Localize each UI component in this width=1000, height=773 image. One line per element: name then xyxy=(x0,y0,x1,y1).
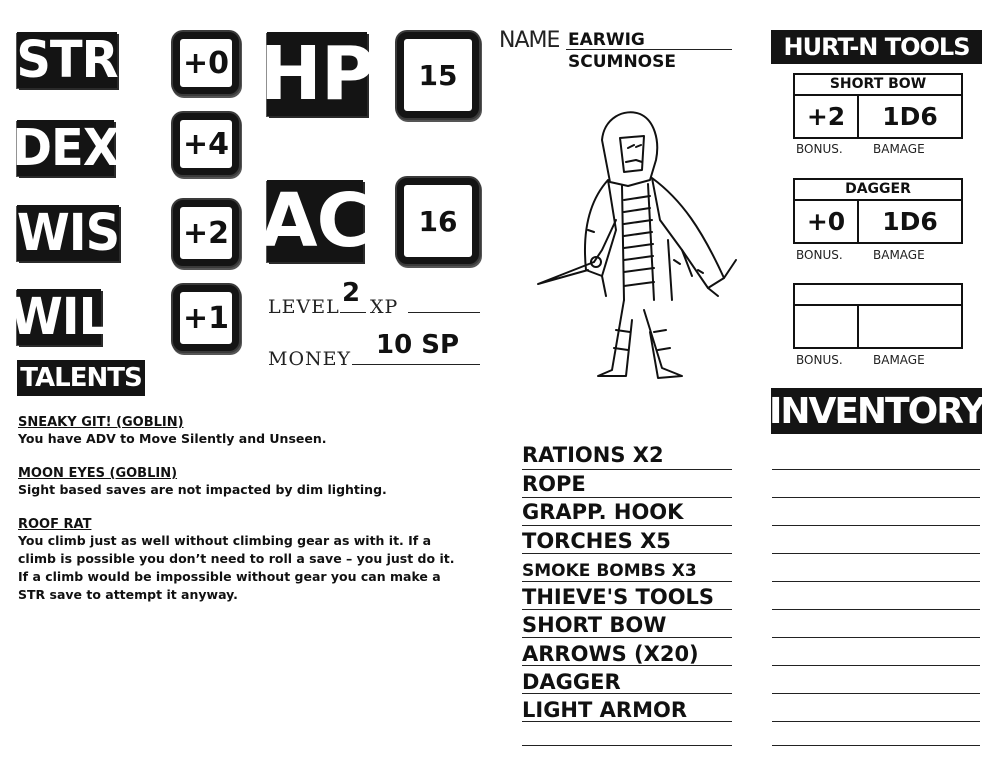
damage-label: BAMAGE xyxy=(873,353,925,367)
level-value[interactable]: 2 xyxy=(342,278,361,308)
weapon-name[interactable] xyxy=(795,285,961,306)
tools-heading: HURT-N TOOLS xyxy=(771,30,982,64)
inventory-item[interactable]: DAGGER xyxy=(522,670,621,694)
damage-label: BAMAGE xyxy=(873,142,925,156)
money-line xyxy=(352,364,480,365)
inventory-item[interactable]: GRAPP. HOOK xyxy=(522,500,684,524)
ac-label: AC xyxy=(260,178,370,264)
name-first[interactable]: EARWIG xyxy=(568,30,645,50)
level-label: LEVEL xyxy=(268,296,340,318)
weapon-damage[interactable]: 1D6 xyxy=(882,102,938,131)
stat-mod-wis[interactable]: +2 xyxy=(173,200,239,266)
stat-label-wil: WIL xyxy=(9,287,109,347)
weapon-card-dagger[interactable] xyxy=(793,178,963,244)
talent-desc: You have ADV to Move Silently and Unseen. xyxy=(18,431,327,446)
inventory-line xyxy=(522,665,732,666)
inventory-line xyxy=(522,721,732,722)
money-value[interactable]: 10 SP xyxy=(376,330,460,360)
inventory-item[interactable]: RATIONS X2 xyxy=(522,443,664,467)
inventory-item[interactable]: TORCHES X5 xyxy=(522,529,671,553)
inventory-item[interactable]: ROPE xyxy=(522,472,586,496)
name-label: NAME xyxy=(499,28,560,53)
stat-mod-str[interactable]: +0 xyxy=(173,32,239,94)
inventory-line xyxy=(522,609,732,610)
name-last[interactable]: SCUMNOSE xyxy=(568,52,676,72)
talents-heading: TALENTS xyxy=(17,360,145,396)
inventory-line xyxy=(522,693,732,694)
talent-desc: You climb just as well without climbing gear as with it. If a climb is possible you don’t need to roll a save – you just do it. If a climb would be impossible without gear you can make a STR save to attempt it anyway. xyxy=(18,533,455,602)
xp-label: XP xyxy=(370,296,399,318)
money-label: MONEY xyxy=(268,348,352,370)
talent-item xyxy=(18,466,468,499)
inventory-slot-line[interactable] xyxy=(772,637,980,638)
weapon-card-empty[interactable] xyxy=(793,283,963,349)
inventory-slot-line[interactable] xyxy=(772,553,980,554)
level-line xyxy=(340,312,366,313)
stat-label-dex: DEX xyxy=(12,118,119,178)
inventory-item[interactable]: ARROWS (X20) xyxy=(522,642,699,666)
weapon-bonus[interactable]: +0 xyxy=(795,201,859,242)
inventory-item[interactable]: SHORT BOW xyxy=(522,613,667,637)
character-illustration xyxy=(532,100,747,385)
talents-list xyxy=(18,415,468,604)
bonus-label: BONUS. xyxy=(796,353,843,367)
inventory-line xyxy=(522,637,732,638)
inventory-line xyxy=(522,497,732,498)
weapon-name: SHORT BOW xyxy=(795,75,961,96)
name-line xyxy=(566,49,732,50)
inventory-line xyxy=(522,525,732,526)
weapon-name: DAGGER xyxy=(795,180,961,201)
talent-item xyxy=(18,517,468,604)
bonus-label: BONUS. xyxy=(796,248,843,262)
weapon-damage[interactable]: 1D6 xyxy=(882,207,938,236)
xp-line[interactable] xyxy=(408,312,480,313)
bonus-label: BONUS. xyxy=(796,142,843,156)
inventory-slot-line[interactable] xyxy=(772,581,980,582)
inventory-slot-line[interactable] xyxy=(772,609,980,610)
inventory-slot-line[interactable] xyxy=(772,525,980,526)
hp-value[interactable]: 15 xyxy=(397,32,479,118)
inventory-slot-line[interactable] xyxy=(772,469,980,470)
inventory-slot-line[interactable] xyxy=(772,745,980,746)
stat-mod-wil[interactable]: +1 xyxy=(173,285,239,351)
weapon-damage[interactable] xyxy=(859,306,961,347)
inventory-line[interactable] xyxy=(522,745,732,746)
weapon-bonus[interactable]: +2 xyxy=(795,96,859,137)
inventory-slot-line[interactable] xyxy=(772,497,980,498)
inventory-line xyxy=(522,469,732,470)
talent-name: MOON EYES (GOBLIN) xyxy=(18,466,178,481)
inventory-item[interactable]: SMOKE BOMBS X3 xyxy=(522,561,697,581)
inventory-slot-line[interactable] xyxy=(772,693,980,694)
weapon-card-short-bow[interactable] xyxy=(793,73,963,139)
inventory-heading: INVENTORY xyxy=(771,388,982,434)
inventory-slot-line[interactable] xyxy=(772,721,980,722)
talent-name: SNEAKY GIT! (GOBLIN) xyxy=(18,415,184,430)
inventory-item[interactable]: LIGHT ARMOR xyxy=(522,698,687,722)
ac-value[interactable]: 16 xyxy=(397,178,479,264)
hp-label: HP xyxy=(259,31,375,117)
talent-desc: Sight based saves are not impacted by dim lighting. xyxy=(18,482,387,497)
talent-name: ROOF RAT xyxy=(18,517,92,532)
damage-label: BAMAGE xyxy=(873,248,925,262)
inventory-item[interactable]: THIEVE'S TOOLS xyxy=(522,585,715,609)
talent-item xyxy=(18,415,468,448)
inventory-slot-line[interactable] xyxy=(772,665,980,666)
weapon-bonus[interactable] xyxy=(795,306,859,347)
stat-mod-dex[interactable]: +4 xyxy=(173,113,239,175)
inventory-line xyxy=(522,581,732,582)
stat-label-wis: WIS xyxy=(16,203,120,263)
inventory-line xyxy=(522,553,732,554)
stat-label-str: STR xyxy=(16,30,118,90)
